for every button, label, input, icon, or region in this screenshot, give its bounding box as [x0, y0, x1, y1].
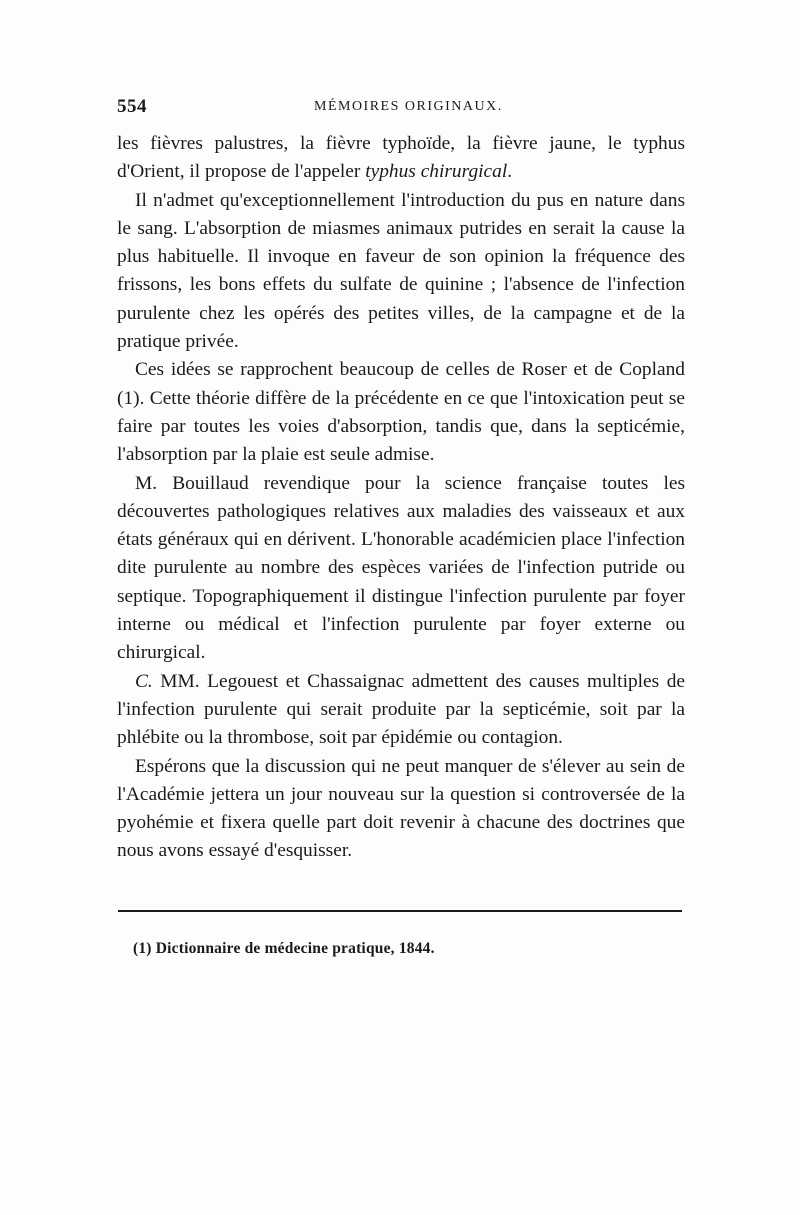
running-head: [117, 96, 685, 118]
footnote: (1) Dictionnaire de médecine pratique, 1844.: [133, 940, 435, 957]
paragraph-5-text: MM. Legouest et Chassaignac admettent des causes multiples de l'infection purulente qui serait produite par la septicémie, soit par la phlébite ou la thrombose, soit par épidémie ou contagion.: [117, 670, 685, 749]
paragraph-6: Espérons que la discussion qui ne peut manquer de s'élever au sein de l'Académie jettera un jour nouveau sur la question si controversée de la pyohémie et fixera quelle part doit revenir à chacune des doctrines que nous avons essayé d'esquisser.: [117, 755, 685, 862]
paragraph-1-italic: typhus chirurgical: [365, 161, 508, 183]
footnote-rule: [118, 910, 682, 912]
page-number: 554: [117, 96, 147, 117]
paragraph-3: Ces idées se rapprochent beaucoup de celles de Roser et de Copland (1). Cette théorie diffère de la précédente en ce que l'intoxication peut se faire par toutes les voies d'absorption, tandis que, dans la septicémie, l'absorption par la plaie est seule admise.: [117, 359, 685, 466]
paragraph-5: [117, 668, 685, 753]
paragraph-1-start: les fièvres palustres, la fièvre typhoïde, la fièvre jaune, le typhus d'Orient, il propose de l'appeler: [117, 133, 685, 183]
paragraph-1: [117, 130, 685, 187]
paragraph-2: Il n'admet qu'exceptionnellement l'introduction du pus en nature dans le sang. L'absorption de miasmes animaux putrides en serait la cause la plus habituelle. Il invoque en faveur de son opinion la fréquence des frissons, les bons effets du sulfate de quinine ; l'absence de l'infection purulente chez les opérés des petites villes, de la campagne et de la pratique privée.: [117, 189, 685, 353]
body-text: [117, 130, 685, 866]
paragraph-5-initial: C.: [135, 670, 153, 692]
running-title: MÉMOIRES ORIGINAUX.: [314, 99, 503, 114]
paragraph-4: M. Bouillaud revendique pour la science française toutes les découvertes pathologiques relatives aux maladies des vaisseaux et aux états généraux qui en dérivent. L'honorable académicien place l'infection dite purulente au nombre des espèces variées de l'infection putride ou septique. Topographiquement il distingue l'infection purulente par foyer interne ou médical et l'infection purulente par foyer externe ou chirurgical.: [117, 472, 685, 664]
paragraph-1-end: .: [507, 161, 513, 183]
